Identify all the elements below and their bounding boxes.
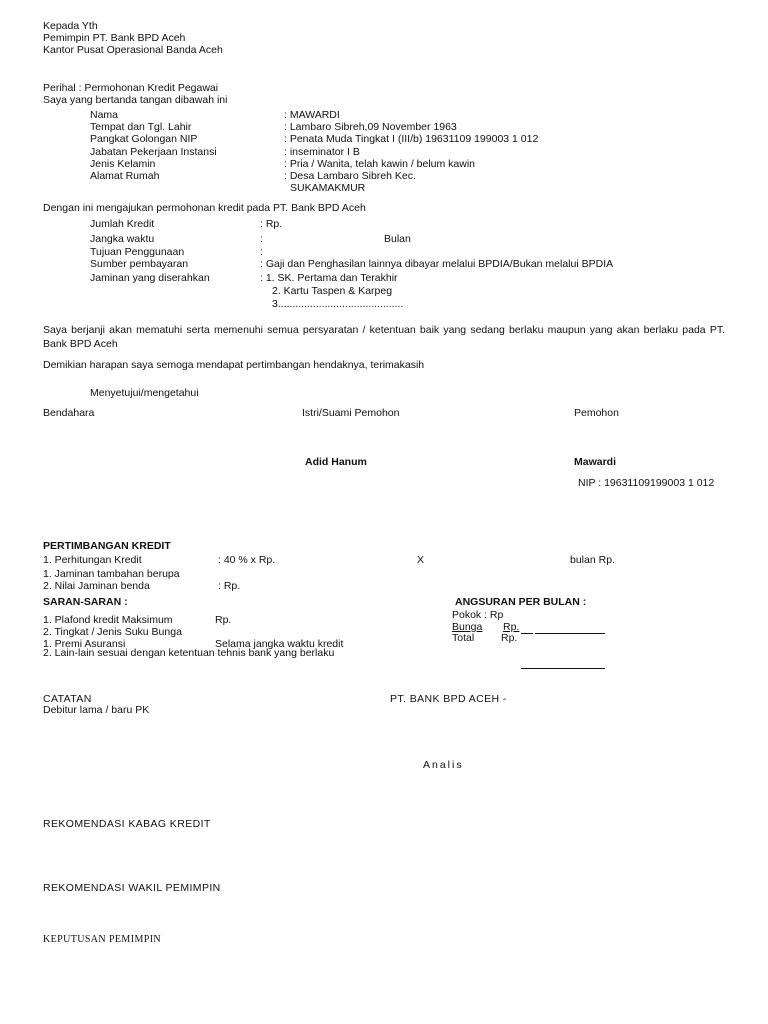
installment-title: ANGSURAN PER BULAN : [455,596,587,608]
consideration-title: PERTIMBANGAN KREDIT [43,540,171,552]
installment-total-label: Total [452,632,475,644]
applicant-job-value: : inseminator I B [284,146,360,158]
intro-line: Saya yang bertanda tangan dibawah ini [43,94,228,106]
applicant-name-label: Nama [90,109,119,121]
applicant-gender-label: Jenis Kelamin [90,158,156,170]
applicant-address-continued: SUKAMAKMUR [290,182,366,194]
recipient-greeting: Kepada Yth [43,20,98,32]
deputy-recommendation: REKOMENDASI WAKIL PEMIMPIN [43,882,221,894]
credit-purpose-label: Tujuan Penggunaan [90,246,185,258]
applicant-birth-value: : Lambaro Sibreh,09 November 1963 [284,121,457,133]
applicant-nip: NIP : 19631109199003 1 012 [578,477,715,489]
payment-source-label: Sumber pembayaran [90,258,189,270]
installment-total-rp: Rp. [501,632,518,644]
collateral-item-2: 2. Kartu Taspen & Karpeg [272,285,393,297]
approval-label: Menyetujui/mengetahui [90,387,199,399]
recipient-name: Pemimpin PT. Bank BPD Aceh [43,32,186,44]
credit-amount-label: Jumlah Kredit [90,218,155,230]
installment-interest-rp: Rp. [503,621,520,633]
treasurer-label: Bendahara [43,407,95,419]
credit-amount-value: : Rp. [260,218,283,230]
collateral-item-1: : 1. SK. Pertama dan Terakhir [260,272,398,284]
suggestion-3-value: Selama jangka waktu kredit [215,638,344,650]
notes-label: CATATAN [43,693,92,705]
credit-term-label: Jangka waktu [90,233,155,245]
installment-principal: Pokok : Rp [452,609,504,621]
analyst-label: Analis [423,759,464,771]
interest-total-line [535,633,605,634]
bank-name: PT. BANK BPD ACEH - [390,693,507,705]
applicant-address-value: : Desa Lambaro Sibreh Kec. [284,170,416,182]
suggestion-1-value: Rp. [215,614,232,626]
applicant-rank-value: : Penata Muda Tingkat I (III/b) 19631109 199003 1 012 [284,133,539,145]
applicant-address-label: Alamat Rumah [90,170,160,182]
credit-term-value: : [260,233,263,245]
suggestion-1-label: 1. Plafond kredit Maksimum [43,614,173,626]
spouse-signature-name: Adid Hanum [305,456,367,468]
collateral-value: : Rp. [218,580,241,592]
applicant-name-value: : MAWARDI [284,109,340,121]
manager-decision: KEPUTUSAN PEMIMPIN [43,934,162,945]
suggestion-3-label: 1. Premi Asuransi [43,638,126,650]
applicant-rank-label: Pangkat Golongan NIP [90,133,198,145]
applicant-job-label: Jabatan Pekerjaan Instansi [90,146,217,158]
credit-calc-x: X [417,554,425,566]
debtor-status: Debitur lama / baru PK [43,704,150,716]
collateral-value-label: 2. Nilai Jaminan benda [43,580,150,592]
applicant-gender-value: : Pria / Wanita, telah kawin / belum kawin [284,158,476,170]
suggestion-2-label: 2. Tingkat / Jenis Suku Bunga [43,626,182,638]
applicant-signature-name: Mawardi [574,456,617,468]
suggestions-title: SARAN-SARAN : [43,596,128,608]
payment-source-value: : Gaji dan Penghasilan lainnya dibayar melalui BPDIA/Bukan melalui BPDIA [260,258,614,270]
installment-sum-line [521,668,605,669]
credit-calc-months: bulan Rp. [570,554,615,566]
spouse-label: Istri/Suami Pemohon [302,407,400,419]
subject-line: Perihal : Permohonan Kredit Pegawai [43,82,219,94]
credit-calc-label: 1. Perhitungan Kredit [43,554,142,566]
kabag-recommendation: REKOMENDASI KABAG KREDIT [43,818,211,830]
credit-term-unit: Bulan [384,233,411,245]
recipient-office: Kantor Pusat Operasional Banda Aceh [43,44,223,56]
credit-purpose-value: : [260,246,263,258]
suggestion-4-label: 2. Lain-lain sesuai dengan ketentuan tehnis bank yang berlaku [43,647,335,659]
extra-collateral-label: 1. Jaminan tambahan berupa [43,568,180,580]
installment-interest-label: Bunga [452,621,483,633]
collateral-label: Jaminan yang diserahkan [90,272,210,284]
applicant-birth-label: Tempat dan Tgl. Lahir [90,121,192,133]
applicant-label: Pemohon [574,407,619,419]
collateral-item-3: 3........................................... [272,298,404,310]
closing-line: Demikian harapan saya semoga mendapat pertimbangan hendaknya, terimakasih [43,359,425,371]
credit-calc-value: : 40 % x Rp. [218,554,276,566]
request-intro: Dengan ini mengajukan permohonan kredit pada PT. Bank BPD Aceh [43,202,366,214]
promise-paragraph: Saya berjanji akan mematuhi serta memenuhi semua persyaratan / ketentuan baik yang sedang berlaku maupun yang akan berlaku pada PT. Bank BPD Aceh [43,324,725,350]
